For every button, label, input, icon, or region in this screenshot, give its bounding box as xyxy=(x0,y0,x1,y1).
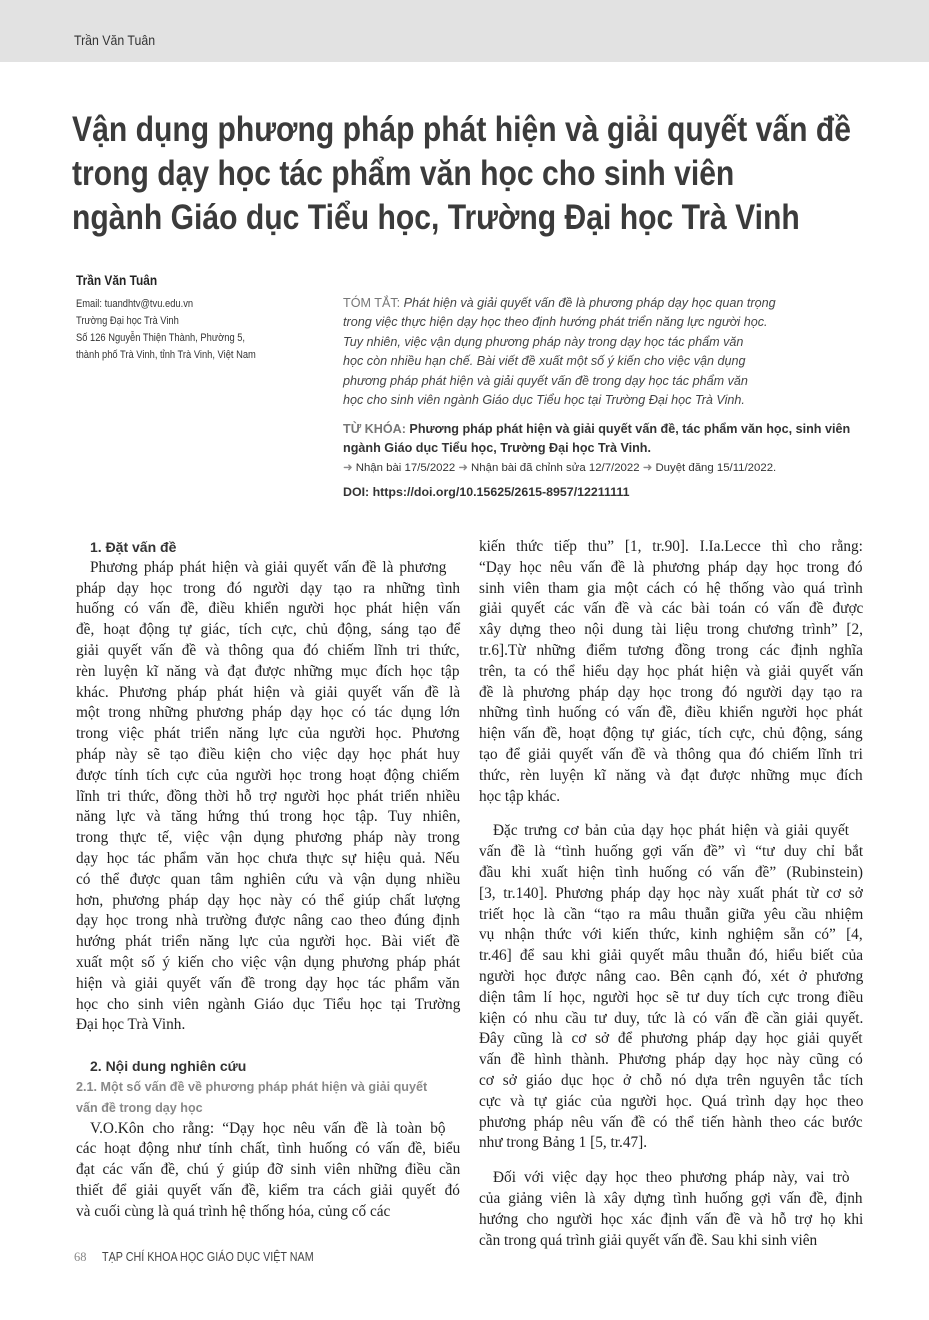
body-text-line: Đây cũng là cơ sở để phương pháp dạy học giải quyết xyxy=(479,1030,863,1048)
author-name: Trần Văn Tuân xyxy=(76,272,158,288)
body-text-line: V.O.Kôn cho rằng: “Dạy học nêu vấn đề là toàn bộ xyxy=(90,1119,446,1137)
article-dates xyxy=(343,460,863,474)
body-text-line: dạy học trong nhà trường được nâng cao theo đúng định xyxy=(76,912,460,930)
subsection-heading-line: vấn đề trong dạy học xyxy=(76,1100,203,1115)
body-text-line: có thể được quan tâm nghiên cứu và vận dụng nhiều xyxy=(76,870,461,888)
body-text-line: kiện có nhu cầu tư duy, tức là có vấn đề cần giải quyết. xyxy=(479,1009,864,1027)
body-text-line: rèn luyện kĩ năng và đạt được những mục đích học tập xyxy=(76,662,460,680)
body-text-line: của giảng viên là xây dựng tình huống gợi vấn đề, định xyxy=(479,1189,863,1207)
body-text-line: trong thực tế, việc vận dụng phương pháp này trong xyxy=(76,829,460,847)
abstract-line: Phát hiện và giải quyết vấn đề là phương pháp dạy học quan trọng xyxy=(403,296,776,310)
abstract-line: phương pháp phát hiện và giải quyết vấn đề trong dạy học tác phẩm văn xyxy=(343,373,748,388)
body-text-line: “Dạy học nêu vấn đề là phương pháp dạy học trong đó xyxy=(479,558,863,576)
body-text-line: vấn đề là “tình huống gợi vấn đề” vì “tư duy chỉ bắt xyxy=(479,843,864,861)
abstract-label: TÓM TẮT: xyxy=(343,296,401,310)
body-text-line: diện tâm lí học, người học sẽ tư duy tích cực trong điều xyxy=(479,988,864,1006)
subsection-heading-line: 2.1. Một số vấn đề về phương pháp phát hiện và giải quyết xyxy=(76,1079,428,1094)
journal-name: TẠP CHÍ KHOA HỌC GIÁO DỤC VIỆT NAM xyxy=(101,1250,314,1264)
body-text-line: xuất một số ý kiến cho việc vận dụng phương pháp phát xyxy=(76,953,461,971)
title-line: trong dạy học tác phẩm văn học cho sinh viên xyxy=(72,154,735,193)
abstract-line: học còn nhiều hạn chế. Bài viết đề xuất một số ý kiến cho việc vận dụng xyxy=(343,354,746,369)
abstract-line: học cho sinh viên ngành Giáo dục Tiểu học tại Trường Đại học Trà Vinh. xyxy=(343,393,745,408)
page-number: 68 xyxy=(74,1250,87,1264)
left-column xyxy=(76,537,460,1223)
body-text-line: tr.6].Từ những điểm tương đồng trong các định nghĩa xyxy=(479,641,863,659)
body-text-line: cơ sở giáo dục học ở chỗ nó dựa trên nguyên tắc tích xyxy=(479,1071,864,1089)
body-text-line: sinh viên tham gia một cách có hệ thống vào quá trình xyxy=(479,579,863,597)
title-line: ngành Giáo dục Tiểu học, Trường Đại học Trà Vinh xyxy=(72,198,800,237)
body-text-line: đề, hoạt động tự giác, tích cực, chủ động, sáng tạo để xyxy=(76,621,461,639)
body-text-line: hướng phát triển năng lực của người học. Bài viết đề xyxy=(76,933,460,951)
body-text-line: hiện vấn đề, hoạt động tự giác, tích cực, chủ động, sáng xyxy=(479,725,863,743)
page-footer xyxy=(74,1250,348,1265)
body-text-line: tạo để giải quyết vấn đề và thông qua đó chiếm lĩnh tri xyxy=(479,745,863,763)
affiliation-line: thành phố Trà Vinh, tỉnh Trà Vinh, Việt Nam xyxy=(76,349,256,361)
affiliation-line: Trường Đại học Trà Vinh xyxy=(76,315,179,327)
arrow-right-icon: ➜ xyxy=(642,462,653,474)
abstract-line: Tuy nhiên, việc vận dụng phương pháp này trong dạy học tác phẩm văn xyxy=(343,334,744,349)
body-text-line: lĩnh tri thức, đồng thời hỗ trợ người học phát triển nhiều xyxy=(76,787,461,805)
body-text-line: Đại học Trà Vinh. xyxy=(76,1016,186,1034)
arrow-right-icon: ➜ xyxy=(343,462,353,474)
body-text-line: đạt các vấn đề, chú ý giúp đỡ sinh viên những điều cần xyxy=(76,1161,461,1179)
section-heading: 2. Nội dung nghiên cứu xyxy=(90,1058,247,1075)
body-text-line: khác. Phương pháp phát hiện và giải quyết vấn đề là xyxy=(76,683,461,701)
body-text-line: xây dựng theo nội dung tài liệu trong chương trình” [2, xyxy=(479,621,863,639)
body-text-line: vụ nhận thức với kiến thức, kinh nghiệm sẵn có” [4, xyxy=(479,926,863,944)
body-text-line: năng lực và tăng hứng thú trong học tập. Tuy nhiên, xyxy=(76,808,461,826)
right-column xyxy=(479,537,863,1251)
keywords-line: Phương pháp phát hiện và giải quyết vấn đề, tác phẩm văn học, sinh viên xyxy=(409,422,851,436)
body-text-line: Phương pháp phát hiện và giải quyết vấn đề là phương xyxy=(90,558,447,576)
body-text-line: tr.46] để sau khi giải quyết mâu thuẫn đó, hiểu biết của xyxy=(479,947,864,965)
arrow-right-icon: ➜ xyxy=(458,462,468,474)
body-text-line: Đối với việc dạy học theo phương pháp này, vai trò xyxy=(493,1169,850,1187)
body-text-line: triết học là cần “tạo ra mâu thuẫn giữa yêu cầu nhiệm xyxy=(479,905,864,923)
body-text-line: như trong Bảng 1 [5, tr.47]. xyxy=(479,1134,648,1152)
title-line: Vận dụng phương pháp phát hiện và giải quyết vấn đề xyxy=(72,110,852,149)
body-text-line: hơn, phương pháp dạy học này có thể giúp chất lượng xyxy=(76,891,461,909)
body-text-line: giải quyết vấn đề và thông qua đó chiếm lĩnh tri thức, xyxy=(76,641,460,659)
body-text-line: kiến thức tiếp thu” [1, tr.90]. I.Ia.Lecce thì cho rằng: xyxy=(479,538,863,555)
body-text-line: học cho sinh viên ngành Giáo dục Tiểu học tại Trường xyxy=(76,995,461,1013)
body-text-line: trong việc phát triển năng lực của người học. Phương xyxy=(76,725,460,743)
body-text-line: hướng cho người học xác định vấn đề và hỗ trợ họ khi xyxy=(479,1210,864,1228)
body-text-line: hiện và giải quyết vấn đề trong dạy học tác phẩm văn xyxy=(76,974,460,992)
header-band xyxy=(0,0,929,62)
body-text-line: người học được nâng cao. Bên cạnh đó, xét ở phương xyxy=(479,967,864,985)
author-affiliation xyxy=(76,296,326,364)
keywords-line: ngành Giáo dục Tiểu học, Trường Đại học Trà Vinh. xyxy=(343,441,651,456)
running-head: Trần Văn Tuân xyxy=(74,32,156,48)
body-text-line: vấn đề hình thành. Phương pháp dạy học này cũng có xyxy=(479,1051,863,1069)
body-text-line: được tính tích cực của người học trong hoạt động chiếm xyxy=(76,766,460,784)
body-text-line: một trong những phương pháp dạy học có tác dụng lớn xyxy=(76,704,460,722)
body-text-line: những tình huống có vấn đề, điều khiển người học phát xyxy=(479,704,863,722)
body-text-line: [3, tr.140]. Phương pháp dạy học này xuất phát từ cơ sở xyxy=(479,884,863,902)
body-text-line: dạy học tác phẩm văn học chưa thực sự hiệu quả. Nếu xyxy=(76,849,460,867)
date-accepted: Duyệt đăng 15/11/2022. xyxy=(655,462,777,474)
article-title xyxy=(72,108,852,240)
body-text-line: phương pháp nêu vấn đề có thể tiến hành theo các bước xyxy=(479,1113,863,1131)
doi-link[interactable]: DOI: https://doi.org/10.15625/2615-8957/12211111 xyxy=(343,485,630,499)
body-text-line: pháp này sẽ tạo điều kiện cho việc dạy học phát huy xyxy=(76,745,461,763)
keywords xyxy=(343,420,863,459)
date-revised: Nhận bài đã chỉnh sửa 12/7/2022 xyxy=(471,462,640,474)
body-text-line: thiết để giải quyết vấn đề, kiểm tra cách giải quyết đó xyxy=(76,1181,460,1199)
body-text-line: cần trong quá trình giải quyết vấn đề. Sau khi sinh viên xyxy=(479,1231,818,1249)
body-text-line: các hoạt động như tính chất, tình huống có vấn đề, biểu xyxy=(76,1140,461,1158)
abstract xyxy=(343,294,863,410)
body-text-line: thức, rèn luyện kĩ năng và đạt được những mục đích xyxy=(479,766,863,784)
abstract-line: trong việc thực hiện dạy học theo định hướng phát triển năng lực người học. xyxy=(343,315,768,330)
body-text-line: đề là phương pháp dạy học trong đó người dạy tạo ra xyxy=(479,683,863,701)
section-heading: 1. Đặt vấn đề xyxy=(90,539,177,555)
body-text-line: đầu khi xuất hiện tình huống có vấn đề” (Rubinstein) xyxy=(479,863,863,881)
body-text-line: trên, ta có thể hiểu dạy học phát hiện và giải quyết vấn xyxy=(479,662,864,680)
author-email: Email: tuandhtv@tvu.edu.vn xyxy=(76,298,194,310)
body-text-line: học tập khác. xyxy=(479,787,561,805)
date-received: Nhận bài 17/5/2022 xyxy=(355,462,456,474)
body-text-line: huống có vấn đề, điều khiển người học phát hiện vấn xyxy=(76,600,461,618)
body-text-line: pháp dạy học trong đó người dạy tạo ra những tình xyxy=(76,579,461,597)
keywords-label: TỪ KHÓA: xyxy=(343,422,406,436)
affiliation-line: Số 126 Nguyễn Thiện Thành, Phường 5, xyxy=(76,332,246,344)
body-text-line: và cuối cùng là quá trình hệ thống hóa, củng cố các xyxy=(76,1202,391,1220)
body-text-line: giải quyết các vấn đề và các bài toán có vấn đề được xyxy=(479,600,864,618)
body-text-line: cực và tự giác của người học. Quá trình dạy học theo xyxy=(479,1092,864,1110)
body-text-line: Đặc trưng cơ bản của dạy học phát hiện và giải quyết xyxy=(493,822,850,840)
